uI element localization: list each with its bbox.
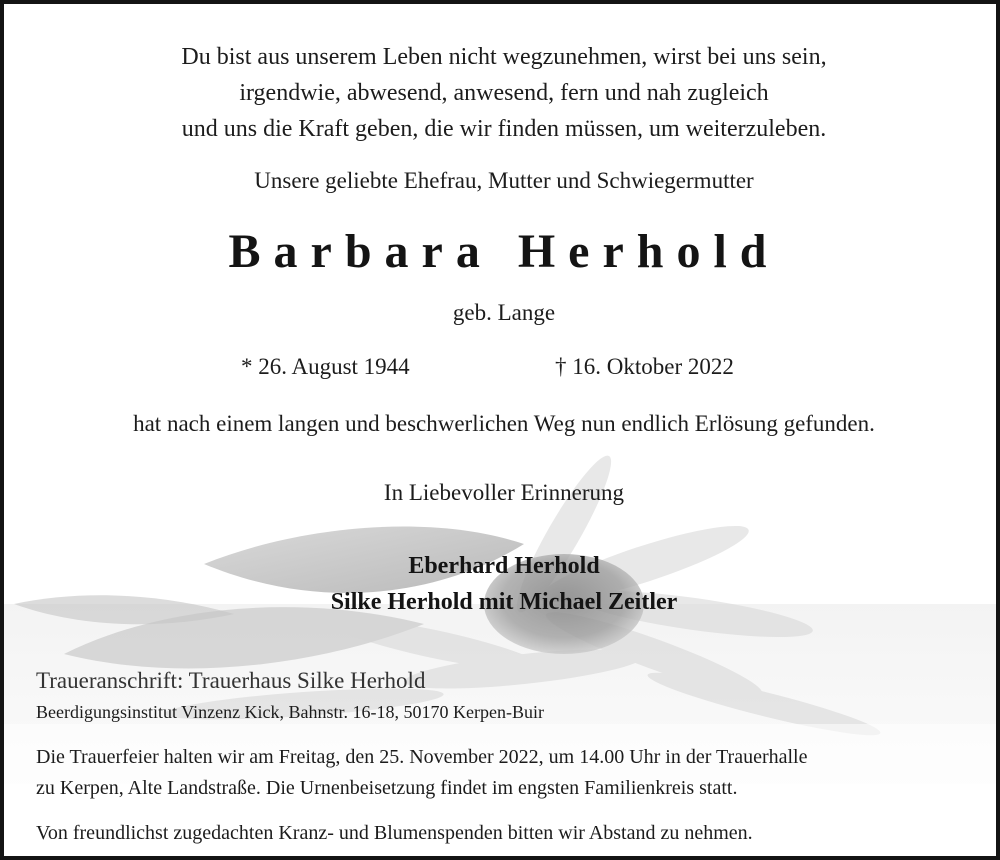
death-date: † 16. Oktober 2022 bbox=[555, 354, 734, 379]
ceremony-line: Die Trauerfeier halten wir am Freitag, den 25. November 2022, um 14.00 Uhr in der Trauerhalle bbox=[36, 746, 808, 768]
verse-line: Du bist aus unserem Leben nicht wegzunehmen, wirst bei uns sein, bbox=[181, 44, 827, 70]
ceremony-line: zu Kerpen, Alte Landstraße. Die Urnenbeisetzung findet im engsten Familienkreis statt. bbox=[36, 777, 738, 799]
mourner-name: Silke Herhold mit Michael Zeitler bbox=[330, 589, 678, 615]
statement-text: hat nach einem langen und beschwerlichen Weg nun endlich Erlösung gefunden. bbox=[133, 411, 875, 436]
verse-line: und uns die Kraft geben, die wir finden müssen, um weiterzuleben. bbox=[181, 116, 827, 142]
verse bbox=[4, 39, 1000, 147]
birth-date: * 26. August 1944 bbox=[241, 354, 410, 379]
maiden-name: geb. Lange bbox=[452, 300, 556, 325]
verse-line: irgendwie, abwesend, anwesend, fern und nah zugleich bbox=[239, 80, 769, 106]
mourners-list bbox=[4, 548, 1000, 620]
ceremony-info bbox=[36, 742, 966, 804]
deceased-name: Barbara Herhold bbox=[228, 225, 780, 278]
memory-text: In Liebevoller Erinnerung bbox=[383, 480, 625, 505]
address-detail: Beerdigungsinstitut Vinzenz Kick, Bahnstr. 16-18, 50170 Kerpen-Buir bbox=[36, 702, 545, 722]
mourner-name: Eberhard Herhold bbox=[408, 553, 600, 579]
donation-note: Von freundlichst zugedachten Kranz- und Blumenspenden bitten wir Abstand zu nehmen. bbox=[36, 822, 753, 844]
intro-text: Unsere geliebte Ehefrau, Mutter und Schwiegermutter bbox=[254, 168, 754, 193]
address-title: Traueranschrift: Trauerhaus Silke Herhold bbox=[36, 668, 426, 693]
